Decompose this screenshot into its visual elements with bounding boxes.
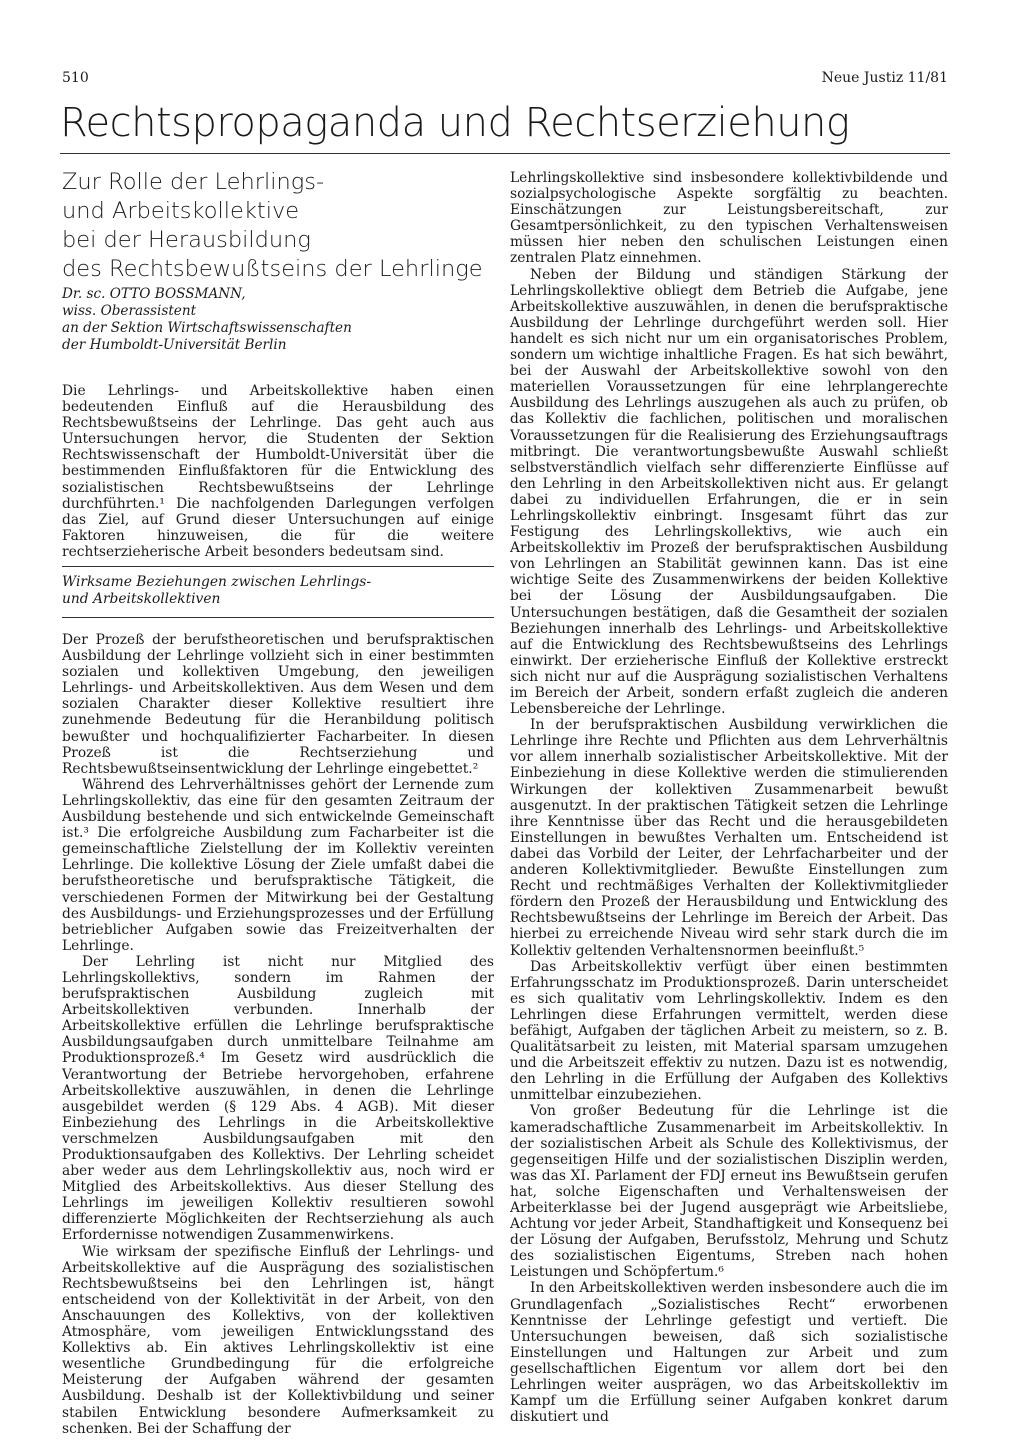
subheading-rule-top	[62, 566, 494, 567]
intro-text: Die Lehrlings- und Arbeitskollektive haben einen bedeutenden Einfluß auf die Herausbildung des Rechtsbewußtseins der Lehrlinge. Das geht auch aus Untersuchungen hervor, die Studenten der Sektion Rechtswissenschaft der Humboldt-Universität über die bestimmenden Einflußfaktoren für die Entwicklung des sozialistischen Rechtsbewußtseins der Lehrlinge durchführten.¹ Die nachfolgenden Darlegungen verfolgen das Ziel, auf Grund dieser Untersuchungen auf einige Faktoren hinzuweisen, die für die weitere rechtserzieherische Arbeit besonders bedeutsam sind.	[62, 383, 494, 560]
section-divider	[60, 153, 950, 154]
body-paragraph: Neben der Bildung und ständigen Stärkung der Lehrlingskollektive obliegt dem Betrieb die Aufgabe, jene Arbeitskollektive auszuwählen, in denen die berufspraktische Ausbildung der Lehrlinge durchgeführt werden soll. Hier handelt es sich nicht nur um ein organisatorisches Problem, sondern um wichtige inhaltliche Fragen. Es hat sich bewährt, bei der Auswahl der Arbeitskollektive sowohl von den materiellen Voraussetzungen für eine lehrplangerechte Ausbildung des Lehrlings auszugehen als auch zu prüfen, ob das Kollektiv die fachlichen, politischen und moralischen Voraussetzungen für die Realisierung des Erziehungsauftrags mitbringt. Die verantwortungsbewußte Auswahl schließt selbstverständlich vielfach sehr differenzierte Einflüsse auf den Lehrling in den Arbeitskollektiven nicht aus. Er gelangt dabei zu individuellen Erfahrungen, die er in sein Lehrlingskollektiv einbringt. Insgesamt führt das zur Festigung des Lehrlingskollektivs, wie auch ein Arbeitskollektiv im Prozeß der berufspraktischen Ausbildung von Lehrlingen an Stabilität gewinnen kann. Das ist eine wichtige Seite des Zusammenwirkens der beiden Kollektive bei der Lösung der Ausbildungsaufgaben. Die Untersuchungen bestätigen, daß die Gesamtheit der sozialen Beziehungen innerhalb des Lehrlings- und Arbeitskollektive auf die Entwicklung des Rechtsbewußtseins des Lehrlings einwirkt. Der erzieherische Einfluß der Kollektive erstreckt sich nicht nur auf die Ausprägung sozialistischen Verhaltens im Bereich der Arbeit, sondern erfaßt zugleich die anderen Lebensbereiche der Lehrlinge.	[510, 266, 948, 718]
body-paragraph: Wie wirksam der spezifische Einfluß der Lehrlings- und Arbeitskollektive auf die Ausprägung des sozialistischen Rechtsbewußtseins bei den Lehrlingen ist, hängt entscheidend von der Kollektivität in der Arbeit, von den Anschauungen des Kollektivs, von der kollektiven Atmosphäre, vom jeweiligen Entwicklungsstand des Kollektivs ab. Ein aktives Lehrlingskollektiv ist eine wesentliche Grundbedingung für die erfolgreiche Meisterung der Aufgaben während der gesamten Ausbildung. Deshalb ist der Kollektivbildung und seiner stabilen Entwicklung besondere Aufmerksamkeit zu schenken. Bei der Schaffung der	[62, 1243, 494, 1437]
body-paragraph: Der Lehrling ist nicht nur Mitglied des Lehrlingskollektivs, sondern im Rahmen der berufspraktischen Ausbildung zugleich mit Arbeitskollektiven verbunden. Innerhalb der Arbeitskollektive erfüllen die Lehrlinge berufspraktische Ausbildungsaufgaben durch unmittelbare Teilnahme am Produktionsprozeß.⁴ Im Gesetz wird ausdrücklich die Verantwortung der Betriebe hervorgehoben, erfahrene Arbeitskollektive auszuwählen, in denen die Lehrlinge ausgebildet werden (§ 129 Abs. 4 AGB). Mit dieser Einbeziehung des Lehrlings in die Arbeitskollektive verschmelzen Ausbildungsaufgaben mit den Produktionsaufgaben des Kollektivs. Der Lehrling scheidet aber weder aus dem Lehrlingskollektiv aus, noch wird er Mitglied des Arbeitskollektivs. Aus dieser Stellung des Lehrlings im jeweiligen Kollektiv resultieren sowohl differenzierte Möglichkeiten der Rechtserziehung als auch Erfordernisse notwendigen Zusammenwirkens.	[62, 953, 494, 1244]
author-block	[62, 286, 492, 354]
article-title	[62, 168, 492, 284]
right-column-body	[510, 170, 948, 1425]
subheading-rule-bottom	[62, 617, 494, 618]
page-header	[62, 70, 948, 92]
body-paragraph: Der Prozeß der berufstheoretischen und berufspraktischen Ausbildung der Lehrlinge vollzieht sich in einer bestimmten sozialen und kollektiven Umgebung, den jeweiligen Lehrlings- und Arbeitskollektiven. Aus dem Wesen und dem sozialen Charakter dieser Kollektive resultiert ihre zunehmende Bedeutung für die Heranbildung politisch bewußter und hochqualifizierter Facharbeiter. In diesen Prozeß ist die Rechtserziehung und Rechtsbewußtseinsentwicklung der Lehrlinge eingebettet.²	[62, 632, 494, 777]
body-paragraph: In den Arbeitskollektiven werden insbesondere auch die im Grundlagenfach „Sozialistisches Recht“ erworbenen Kenntnisse der Lehrlinge gefestigt und vertieft. Die Untersuchungen beweisen, daß sich sozialistische Einstellungen und Haltungen zur Arbeit und zum gesellschaftlichen Eigentum vor allem dort bei den Lehrlingen weiter ausprägen, wo das Arbeitskollektiv im Kampf um die Erfüllung seiner Aufgaben konkret darum diskutiert und	[510, 1280, 948, 1426]
subheading-line: Wirksame Beziehungen zwischen Lehrlings-	[62, 574, 372, 590]
page-number: 510	[62, 70, 89, 86]
article-title-line: bei der Herausbildung	[62, 227, 311, 253]
author-department: an der Sektion Wirtschaftswissenschaften	[62, 320, 352, 336]
body-paragraph: In der berufspraktischen Ausbildung verwirklichen die Lehrlinge ihre Rechte und Pflichten aus dem Lehrverhältnis vor allem innerhalb sozialistischer Arbeitskollektive. Mit der Einbeziehung in diese Kollektive werden die stimulierenden Wirkungen der kollektiven Zusammenarbeit bewußt ausgenutzt. In der praktischen Tätigkeit setzen die Lehrlinge ihre Kenntnisse über das Recht und die herausgebildeten Einstellungen in bewußtes Verhalten um. Entscheidend ist dabei das Vorbild der Leiter, der Lehrfacharbeiter und der anderen Kollektivmitglieder. Bewußte Einstellungen zum Recht und rechtmäßiges Verhalten der Kollektivmitglieder fördern den Prozeß der Herausbildung und Entwicklung des Rechtsbewußtseins der Lehrlinge im Bereich der Arbeit. Das hierbei zu erreichende Niveau wird sehr stark durch die im Kollektiv geltenden Verhaltensnormen beeinflußt.⁵	[510, 717, 948, 959]
left-column-body	[62, 632, 494, 1437]
article-title-line: und Arbeitskollektive	[62, 198, 300, 224]
section-title: Rechtspropaganda und Rechtserziehung	[60, 100, 850, 146]
subheading-line: und Arbeitskollektiven	[62, 591, 221, 607]
body-paragraph: Von großer Bedeutung für die Lehrlinge ist die kameradschaftliche Zusammenarbeit im Arbeitskollektiv. In der sozialistischen Arbeit als Schule des Kollektivismus, der gegenseitigen Hilfe und der sozialistischen Disziplin werden, was das XI. Parlament der FDJ erneut ins Bewußtsein gerufen hat, solche Eigenschaften und Verhaltensweisen der Arbeiterklasse bei der Jugend ausgeprägt wie Arbeitsliebe, Achtung vor jeder Arbeit, Standhaftigkeit und Konsequenz bei der Lösung der Aufgaben, Berufsstolz, Mehrung und Schutz des sozialistischen Eigentums, Streben nach hohen Leistungen und Schöpfertum.⁶	[510, 1103, 948, 1281]
journal-reference: Neue Justiz 11/81	[821, 70, 948, 86]
author-name: Dr. sc. OTTO BOSSMANN,	[62, 286, 246, 302]
body-paragraph: Das Arbeitskollektiv verfügt über einen bestimmten Erfahrungsschatz im Produktionsprozeß. Darin unterscheidet es sich qualitativ vom Lehrlingskollektiv. Indem es den Lehrlingen diese Erfahrungen vermittelt, werden diese befähigt, Aufgaben der täglichen Arbeit zu meistern, so z. B. Qualitätsarbeit zu leisten, mit Material sparsam umzugehen und die Arbeitszeit effektiv zu nutzen. Dazu ist es notwendig, den Lehrling in die Erfüllung der Aufgaben des Kollektivs unmittelbar einzubeziehen.	[510, 958, 948, 1104]
body-paragraph: Lehrlingskollektive sind insbesondere kollektivbildende und sozialpsychologische Aspekte sorgfältig zu beachten. Einschätzungen zur Leistungsbereitschaft, zur Gesamtpersönlichkeit, zu den typischen Verhaltensweisen müssen hier neben den schulischen Leistungen einen zentralen Platz einnehmen.	[510, 170, 948, 267]
intro-paragraph	[62, 383, 494, 560]
article-title-line: Zur Rolle der Lehrlings-	[62, 169, 325, 195]
article-title-line: des Rechtsbewußtseins der Lehrlinge	[62, 256, 483, 282]
author-institution: der Humboldt-Universität Berlin	[62, 337, 287, 353]
body-paragraph: Während des Lehrverhältnisses gehört der Lernende zum Lehrlingskollektiv, das eine für den gesamten Zeitraum der Ausbildung bestehende und sich entwickelnde Gemeinschaft ist.³ Die erfolgreiche Ausbildung zum Facharbeiter ist die gemeinschaftliche Zielstellung der im Kollektiv vereinten Lehrlinge. Die kollektive Lösung der Ziele umfaßt dabei die berufstheoretische und berufspraktische Tätigkeit, die verschiedenen Formen der Mitwirkung bei der Gestaltung des Ausbildungs- und Erziehungsprozesses und der Erfüllung betrieblicher Aufgaben sowie das Freizeitverhalten der Lehrlinge.	[62, 776, 494, 954]
subheading	[62, 574, 494, 608]
author-position: wiss. Oberassistent	[62, 303, 197, 319]
